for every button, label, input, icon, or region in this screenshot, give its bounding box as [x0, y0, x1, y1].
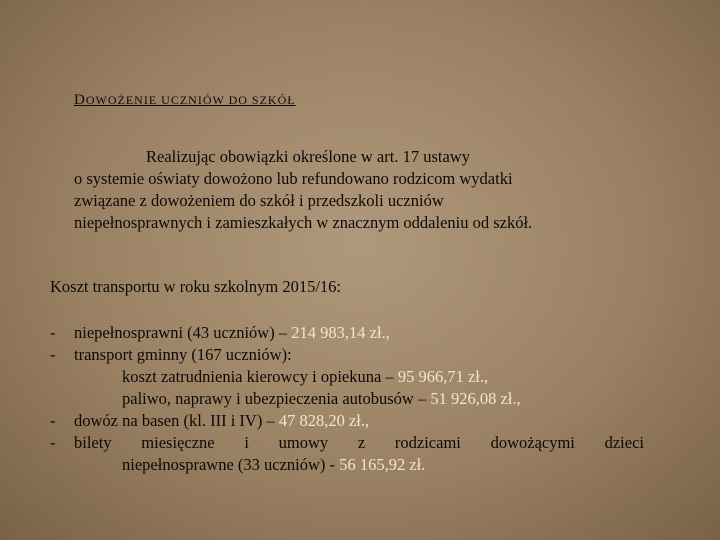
word: umowy — [278, 433, 329, 452]
word: dowożącymi — [490, 433, 575, 452]
cost-list — [50, 322, 644, 476]
list-subitem — [50, 366, 644, 388]
intro-paragraph — [74, 146, 644, 234]
intro-line-3: związane z dowożeniem do szkół i przedszkoli uczniów — [74, 191, 444, 210]
item-amount: 56 165,92 zł. — [339, 455, 426, 474]
title-initial: D — [74, 92, 86, 108]
item-amount: 95 966,71 zł., — [397, 367, 489, 386]
list-item — [50, 432, 644, 454]
bullet-dash: - — [50, 411, 56, 430]
bullet-dash: - — [50, 345, 56, 364]
item-text: transport gminny (167 uczniów): — [74, 345, 292, 364]
title-rest: OWOŻENIE UCZNIÓW DO SZKÓŁ — [85, 93, 296, 107]
item-text: niepełnosprawne (33 uczniów) - — [122, 455, 340, 474]
item-text: koszt zatrudnienia kierowcy i opiekuna – — [122, 367, 398, 386]
item-text: niepełnosprawni (43 uczniów) – — [74, 323, 292, 342]
word: bilety — [74, 433, 112, 452]
list-subitem — [50, 454, 644, 476]
intro-line-1: Realizując obowiązki określone w art. 17 ustawy — [146, 147, 470, 166]
list-subitem — [50, 388, 644, 410]
list-item — [50, 410, 644, 432]
list-item — [50, 322, 644, 344]
bullet-dash: - — [50, 433, 56, 452]
item-amount: 51 926,08 zł., — [430, 389, 521, 408]
word: rodzicami — [394, 433, 461, 452]
list-item — [50, 344, 644, 366]
slide-title — [74, 92, 296, 109]
word: miesięczne — [141, 433, 215, 452]
intro-line-4: niepełnosprawnych i zamieszkałych w znacznym oddaleniu od szkół. — [74, 213, 533, 232]
word: dzieci — [604, 433, 644, 452]
bullet-dash: - — [50, 323, 56, 342]
justified-line — [74, 432, 644, 454]
item-amount: 47 828,20 zł., — [278, 411, 370, 430]
word: i — [244, 433, 249, 452]
item-amount: 214 983,14 zł., — [291, 323, 390, 342]
intro-line-2: o systemie oświaty dowożono lub refundowano rodzicom wydatki — [74, 169, 513, 188]
word: z — [357, 433, 366, 452]
cost-heading: Koszt transportu w roku szkolnym 2015/16: — [50, 277, 342, 296]
item-text: dowóz na basen (kl. III i IV) – — [74, 411, 279, 430]
item-text: paliwo, naprawy i ubezpieczenia autobusów – — [122, 389, 431, 408]
